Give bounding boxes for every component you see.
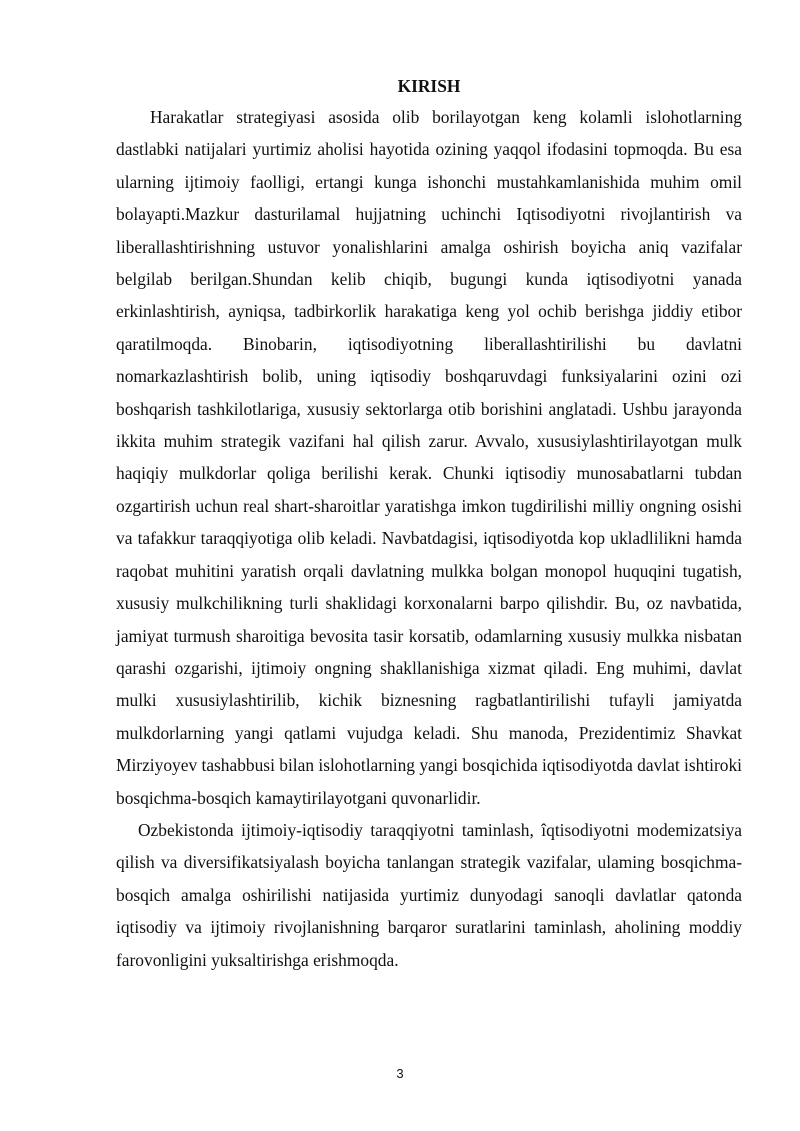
body-paragraph-1: Harakatlar strategiyasi asosida olib borilayotgan keng kolamli islohotlarning dastlabki natijalari yurtimiz aholisi hayotida ozining yaqqol ifodasini topmoqda. Bu esa ularning ijtimoiy faolligi, ertangi kunga ishonchi mustahkamlanishida muhim omil bolayapti.Mazkur dasturilamal hujjatning uchinchi Iqtisodiyotni rivojlantirish va liberallashtirishning ustuvor yonalishlarini amalga oshirish boyicha aniq vazifalar belgilab berilgan.Shundan kelib chiqib, bugungi kunda iqtisodiyotni yanada erkinlashtirish, ayniqsa, tadbirkorlik harakatiga keng yol ochib berishga jiddiy etibor qaratilmoqda. Binobarin, iqtisodiyotning liberallashtirilishi bu davlatni nomarkazlashtirish bolib, uning iqtisodiy boshqaruvdagi funksiyalarini ozini ozi boshqarish tashkilotlariga, xususiy sektorlarga otib borishini anglatadi. Ushbu jarayonda ikkita muhim strategik vazifani hal qilish zarur. Avvalo, xususiylashtirilayotgan mulk haqiqiy mulkdorlar qoliga berilishi kerak. Chunki iqtisodiy munosabatlarni tubdan ozgartirish uchun real shart-sharoitlar yaratishga imkon tugdirilishi milliy ongning osishi va tafakkur taraqqiyotiga olib keladi. Navbatdagisi, iqtisodiyotda kop ukladlilikni hamda raqobat muhitini yaratish orqali davlatning mulkka bolgan monopol huquqini tugatish, xususiy mulkchilikning turli shaklidagi korxonalarni barpo qilishdir. Bu, oz navbatida, jamiyat turmush sharoitiga bevosita tasir korsatib, odamlarning xususiy mulkka nisbatan qarashi ozgarishi, ijtimoiy ongning shakllanishiga xizmat qiladi. Eng muhimi, davlat mulki xususiylashtirilib, kichik biznesning ragbatlantirilishi tufayli jamiyatda mulkdorlarning yangi qatlami vujudga keladi. Shu manoda, Prezidentimiz Shavkat Mirziyoyev tashabbusi bilan islohotlarning yangi bosqichida iqtisodiyotda davlat ishtiroki bosqichma-bosqich kamaytirilayotgani quvonarlidir. [116, 107, 742, 808]
section-title: KIRISH [397, 76, 461, 96]
document-page [116, 74, 742, 976]
page-number: 3 [396, 1066, 404, 1081]
body-paragraph-2: Ozbekistonda ijtimoiy-iqtisodiy taraqqiyotni taminlash, îqtisodiyotni modemizatsiya qilish va diversifikatsiyalash boyicha tanlangan strategik vazifalar, ulaming bosqichma-bosqich amalga oshirilishi natijasida yurtimiz dunyodagi sanoqli davlatlar qatonda iqtisodiy va ijtimoiy rivojlanishning barqaror suratlarini taminlash, aholining moddiy farovonligini yuksaltirishga erishmoqda. [116, 819, 742, 970]
